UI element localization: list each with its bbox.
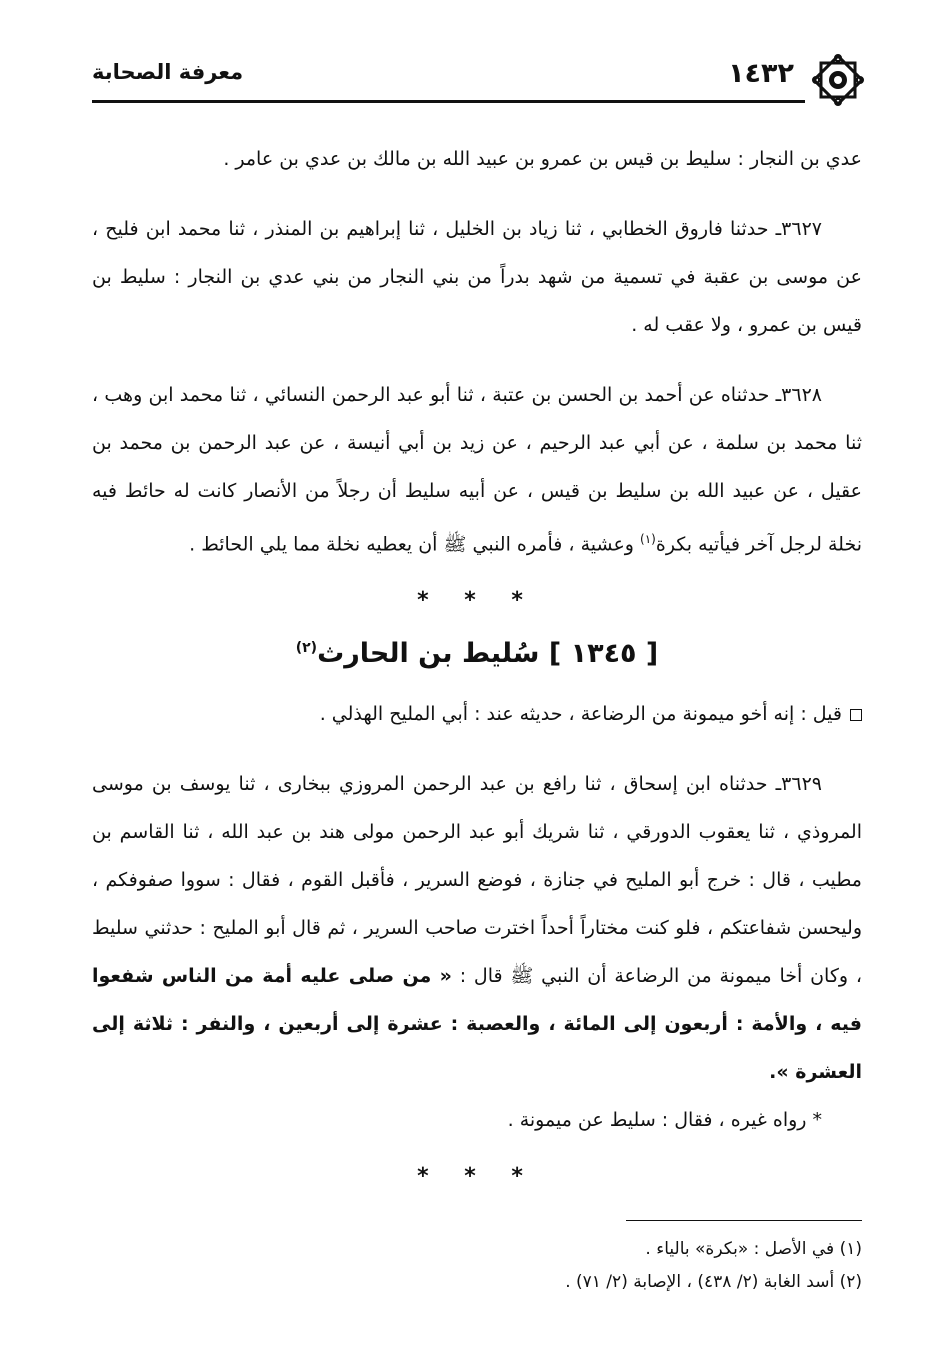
- hadith-quote: « من صلى عليه أمة من الناس شفعوا فيه ، والأمة : أربعون إلى المائة ، والعصبة : عشرة إلى أربعين ، والنفر : ثلاثة إلى العشرة ».: [92, 965, 862, 1084]
- paragraph-narration: * رواه غيره ، فقال : سليط عن ميمونة .: [507, 1109, 822, 1132]
- running-title: معرفة الصحابة: [92, 60, 244, 84]
- entry-note-text: قيل : إنه أخو ميمونة من الرضاعة ، حديثه عند : أبي المليح الهذلي .: [319, 703, 842, 726]
- header-rule: [92, 100, 805, 103]
- paragraph-3629-text-a: ٣٦٢٩ـ حدثناه ابن إسحاق ، ثنا رافع بن عبد الرحمن المروزي ببخارى ، ثنا يوسف بن موسى المروذي ، ثنا يعقوب الدورقي ، ثنا شريك أبو عبد الرحمن مولى هند بن عبد الله ، ثنا القاسم بن مطيب ، قال : خرج أبو المليح في جنازة ، فوضع السرير ، فأقبل القوم ، فقال : سووا صفوفكم ، وليحسن شفاعتكم ، فلو كنت مختاراً أحداً اخترت صاحب السرير ، ثم قال أبو المليح : حدثني سليط ، وكان أخا ميمونة من الرضاعة أن النبي ﷺ قال :: [92, 773, 862, 988]
- footnote-ref-2: (٢): [295, 640, 318, 657]
- entry-note: [92, 690, 862, 738]
- footnote-rule: [626, 1220, 862, 1221]
- footnote-1: (١) في الأصل : «بكرة» بالياء .: [645, 1239, 862, 1259]
- paragraph-3628-text-b: وعشية ، فأمره النبي ﷺ أن يعطيه نخلة مما يلي الحائط .: [189, 533, 641, 556]
- footnotes: [92, 1233, 862, 1299]
- paragraph-1: عدي بن النجار : سليط بن قيس بن عمرو بن عبيد الله بن مالك بن عدي بن عامر .: [223, 148, 862, 170]
- paragraph-3628: [92, 371, 862, 568]
- footnote-ref-1: (١): [640, 532, 656, 546]
- octagram-ornament-icon: [808, 50, 868, 110]
- paragraph-3628-text-a: ٣٦٢٨ـ حدثناه عن أحمد بن الحسن بن عتبة ، ثنا أبو عبد الرحمن النسائي ، ثنا محمد ابن وهب ، ثنا محمد بن سلمة ، عن أبي عبد الرحيم ، عن زيد بن أبي أنيسة ، عن عبد الرحمن بن محمد بن عقيل ، عن عبيد الله بن سليط بن قيس ، عن أبيه سليط أن رجلاً من الأنصار كانت له حائط فيه نخلة لرجل آخر فيأتيه بكرة: [92, 384, 862, 556]
- page-header: [92, 58, 862, 100]
- entry-title-text: [ ١٣٤٥ ] سُليط بن الحارث: [317, 638, 659, 670]
- paragraph-3629: [92, 760, 862, 1096]
- page-number: ١٤٣٢: [728, 58, 794, 89]
- footnote-2: (٢) أسد الغابة (٢/ ٤٣٨) ، الإصابة (٢/ ٧١) .: [565, 1272, 862, 1292]
- paragraph-3627: ٣٦٢٧ـ حدثنا فاروق الخطابي ، ثنا زياد بن الخليل ، ثنا إبراهيم بن المنذر ، ثنا محمد ابن فليح ، عن موسى بن عقبة في تسمية من شهد بدراً من بني النجار من بني عدي بن النجار : سليط بن قيس بن عمرو ، ولا عقب له .: [92, 218, 862, 336]
- section-separator-stars-2: * * *: [417, 1164, 537, 1190]
- main-text: [92, 135, 862, 1198]
- square-bullet-icon: [850, 709, 862, 721]
- section-separator-stars: * * *: [417, 588, 537, 614]
- entry-title: [92, 622, 862, 680]
